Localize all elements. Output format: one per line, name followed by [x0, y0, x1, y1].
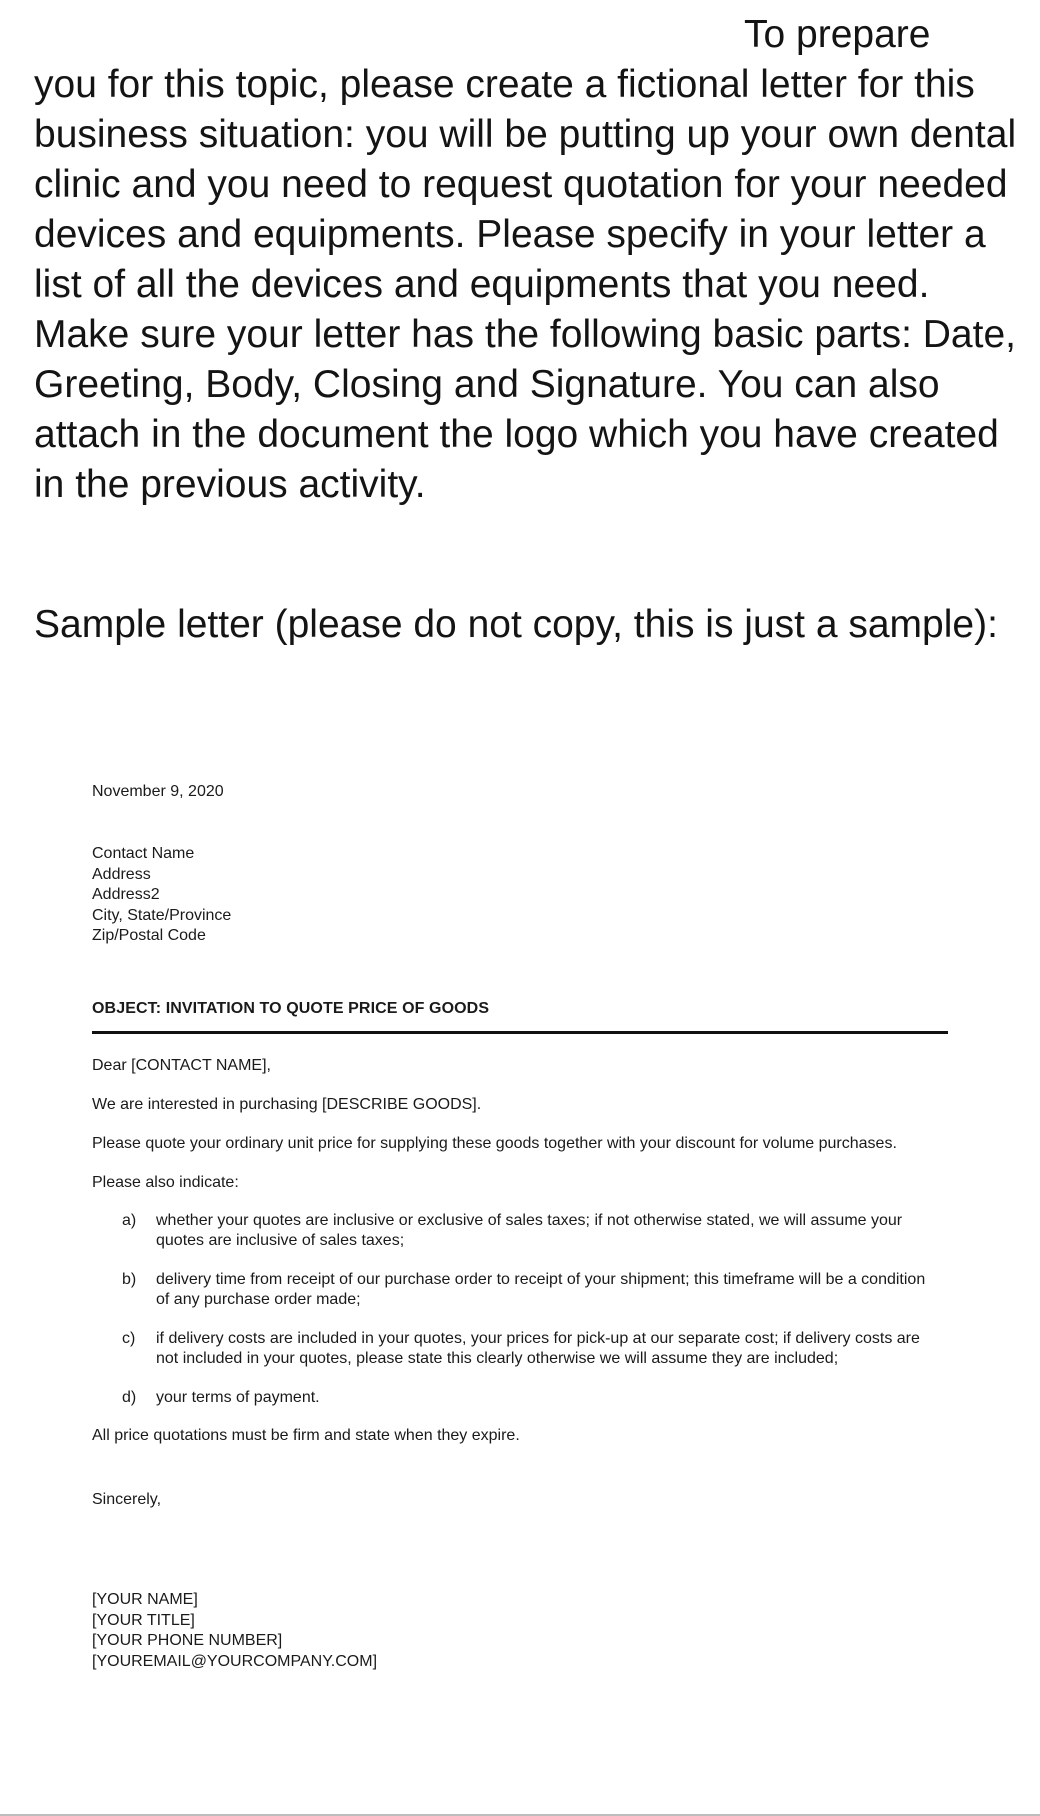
list-item-marker: a): [122, 1211, 137, 1229]
instructions-body: you for this topic, please create a fictional letter for this business situation: you will be putting up your own dental clinic and you need to request quotation for your needed devices and equipments. Please specify in your letter a list of all the devices and equipments that you need. Make sure your letter has the following basic parts: Date, Greeting, Body, Closing and Signature. You can also attach in the document the logo which you have created in the previous activity.: [34, 63, 1017, 506]
signature-block: [92, 1590, 952, 1672]
conditions-list: [92, 1211, 952, 1409]
letter-object-line: OBJECT: INVITATION TO QUOTE PRICE OF GOODS: [92, 999, 490, 1017]
address-city-state: City, State/Province: [92, 906, 232, 924]
signature-name: [YOUR NAME]: [92, 1591, 198, 1608]
signature-title: [YOUR TITLE]: [92, 1611, 195, 1629]
assignment-instructions: [34, 10, 1024, 510]
address-zip: Zip/Postal Code: [92, 927, 206, 944]
object-divider: [92, 1031, 948, 1034]
sample-letter-heading: Sample letter (please do not copy, this is just a sample):: [34, 603, 998, 646]
signature-email: [YOUREMAIL@YOURCOMPANY.COM]: [92, 1652, 378, 1670]
list-item-marker: c): [122, 1329, 136, 1347]
list-item-text: if delivery costs are included in your quotes, your prices for pick-up at our separate cost; if delivery costs are not included in your quotes, please state this clearly otherwise we will assume they are included;: [156, 1329, 920, 1367]
sample-letter: [92, 782, 952, 1672]
list-item-text: whether your quotes are inclusive or exclusive of sales taxes; if not otherwise stated, we will assume your quotes are inclusive of sales taxes;: [156, 1211, 903, 1249]
recipient-address-block: [92, 844, 952, 947]
address-line-2: Address2: [92, 886, 160, 903]
list-item-text: your terms of payment.: [156, 1388, 320, 1406]
list-item: [122, 1270, 952, 1311]
list-item: [122, 1329, 952, 1370]
list-item-marker: b): [122, 1270, 137, 1288]
letter-closing: Sincerely,: [92, 1491, 162, 1508]
address-contact-name: Contact Name: [92, 845, 195, 862]
list-item-text: delivery time from receipt of our purchase order to receipt of your shipment; this timeframe will be a condition of any purchase order made;: [156, 1270, 926, 1308]
letter-intro: We are interested in purchasing [DESCRIBE GOODS].: [92, 1095, 482, 1113]
letter-firm-note: All price quotations must be firm and state when they expire.: [92, 1427, 520, 1444]
list-item-marker: d): [122, 1388, 137, 1406]
list-item: [122, 1211, 952, 1252]
address-line-1: Address: [92, 865, 151, 883]
letter-greeting: Dear [CONTACT NAME],: [92, 1056, 271, 1074]
letter-request: Please quote your ordinary unit price for supplying these goods together with your discount for volume purchases.: [92, 1134, 897, 1152]
instructions-first-line: To prepare: [744, 13, 931, 56]
signature-phone: [YOUR PHONE NUMBER]: [92, 1632, 283, 1649]
list-item: [122, 1388, 952, 1409]
letter-also-indicate: Please also indicate:: [92, 1173, 239, 1191]
letter-date: November 9, 2020: [92, 783, 224, 800]
